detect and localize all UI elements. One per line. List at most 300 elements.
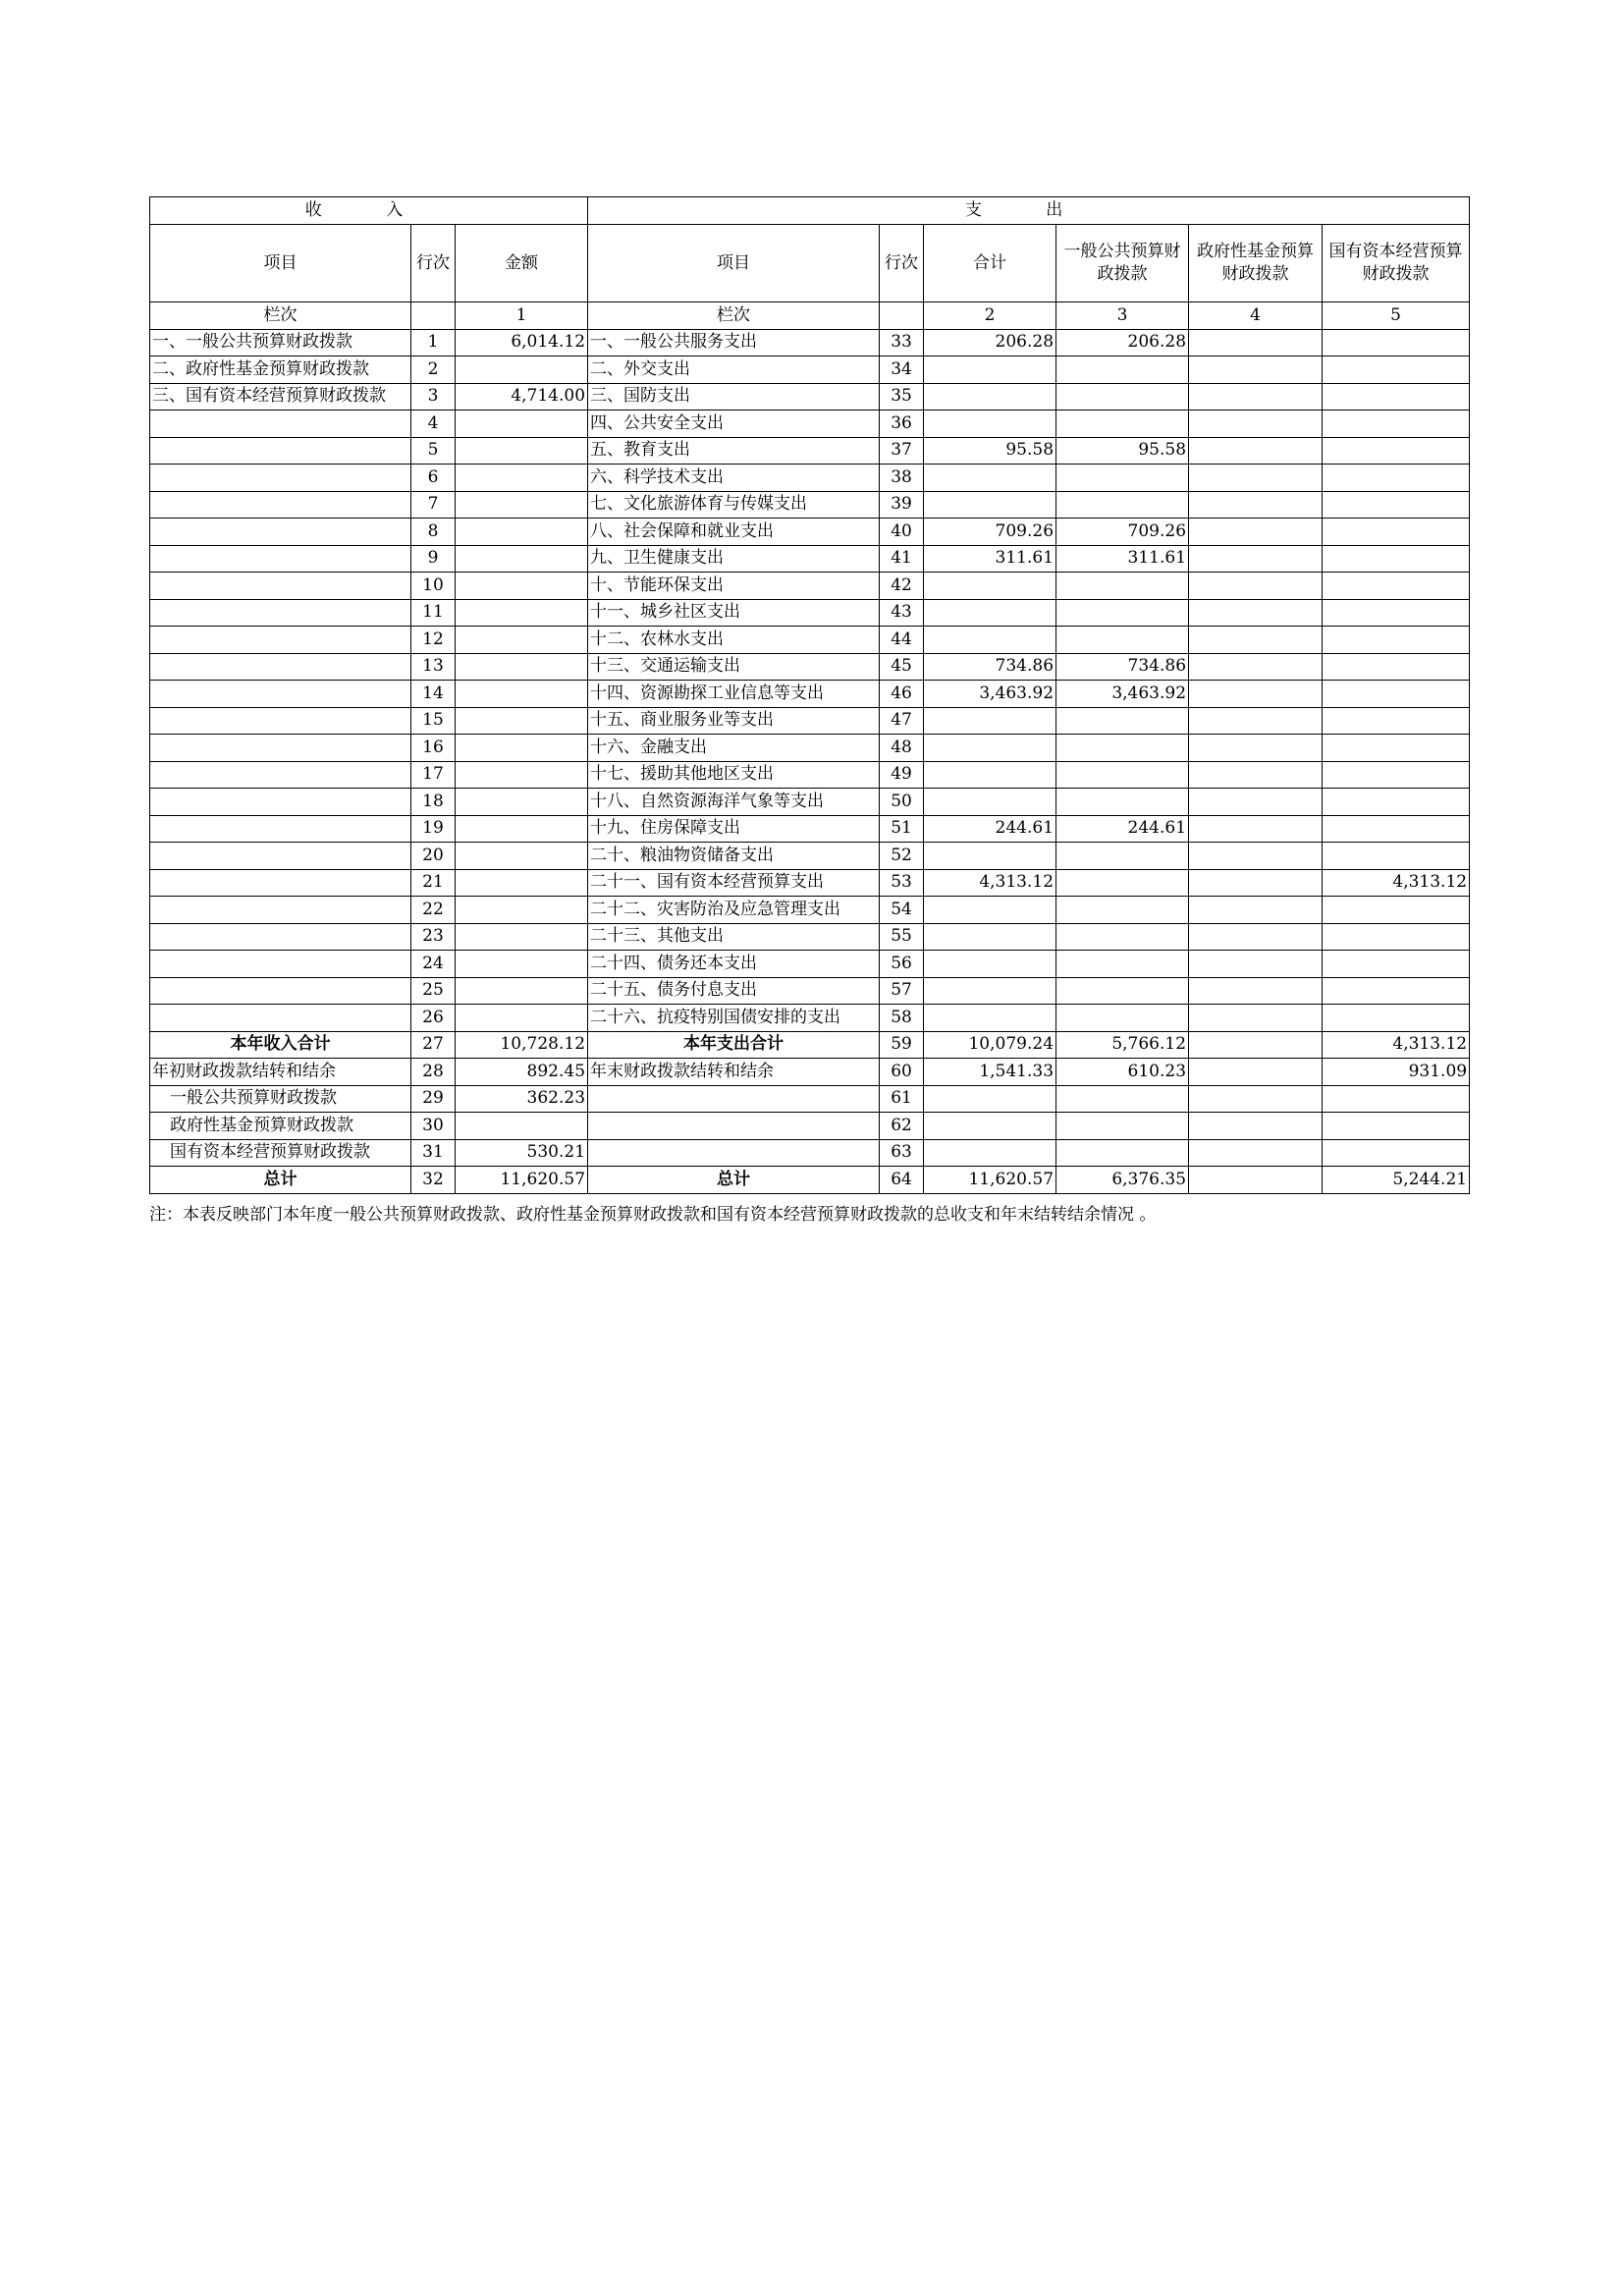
state-capital-cell: 4,313.12 (1323, 869, 1470, 897)
income-row-no-cell: 5 (411, 437, 456, 465)
income-amount-cell (456, 761, 588, 789)
column-index-3: 3 (1056, 302, 1189, 330)
expense-total-cell: 734.86 (924, 653, 1056, 681)
income-row-no-cell: 7 (411, 491, 456, 519)
income-item-cell (150, 815, 411, 843)
expense-total-cell (924, 1005, 1056, 1032)
table-row (150, 951, 1470, 978)
income-amount-cell (456, 815, 588, 843)
expense-item-cell: 十四、资源勘探工业信息等支出 (588, 681, 880, 708)
general-budget-cell (1056, 627, 1189, 654)
expense-total-cell (924, 465, 1056, 492)
income-item-cell (150, 437, 411, 465)
income-row-no-cell: 24 (411, 951, 456, 978)
income-item-cell: 政府性基金预算财政拨款 (150, 1113, 411, 1140)
fund-budget-cell (1189, 1167, 1323, 1194)
expense-item-header: 项目 (588, 225, 880, 302)
income-item-cell (150, 410, 411, 438)
fund-budget-cell (1189, 383, 1323, 410)
income-row-no-cell: 26 (411, 1005, 456, 1032)
general-budget-cell (1056, 410, 1189, 438)
expense-item-cell: 十五、商业服务业等支出 (588, 707, 880, 735)
table-row (150, 681, 1470, 708)
state-capital-cell (1323, 383, 1470, 410)
income-row-no-cell: 6 (411, 465, 456, 492)
general-budget-cell: 5,766.12 (1056, 1031, 1189, 1059)
income-item-cell: 总计 (150, 1167, 411, 1194)
expense-item-cell: 年末财政拨款结转和结余 (588, 1059, 880, 1086)
state-capital-cell: 4,313.12 (1323, 1031, 1470, 1059)
income-item-cell (150, 627, 411, 654)
state-capital-cell (1323, 491, 1470, 519)
income-amount-cell (456, 519, 588, 546)
fund-budget-cell (1189, 1005, 1323, 1032)
expense-lanci-label: 栏次 (588, 302, 880, 330)
state-capital-cell (1323, 1139, 1470, 1167)
general-budget-cell (1056, 761, 1189, 789)
income-amount-cell: 4,714.00 (456, 383, 588, 410)
table-row (150, 761, 1470, 789)
income-amount-cell: 10,728.12 (456, 1031, 588, 1059)
state-capital-cell (1323, 761, 1470, 789)
column-header-row (150, 225, 1470, 302)
general-budget-cell: 311.61 (1056, 545, 1189, 573)
expense-item-cell: 十二、农林水支出 (588, 627, 880, 654)
income-row-no-cell: 3 (411, 383, 456, 410)
expense-total-cell (924, 977, 1056, 1005)
expense-total-cell (924, 1113, 1056, 1140)
state-capital-cell (1323, 843, 1470, 870)
general-budget-cell: 610.23 (1056, 1059, 1189, 1086)
expense-row-no-cell: 51 (880, 815, 924, 843)
expense-row-no-cell: 55 (880, 923, 924, 951)
expense-item-cell: 二十五、债务付息支出 (588, 977, 880, 1005)
expense-row-no-cell: 45 (880, 653, 924, 681)
expense-row-no-cell: 42 (880, 573, 924, 600)
fund-budget-header: 政府性基金预算财政拨款 (1189, 225, 1323, 302)
table-row (150, 627, 1470, 654)
table-row (150, 491, 1470, 519)
table-row (150, 869, 1470, 897)
expense-row-no-cell: 50 (880, 789, 924, 816)
income-row-no-cell: 20 (411, 843, 456, 870)
fund-budget-cell (1189, 977, 1323, 1005)
expense-total-cell (924, 573, 1056, 600)
state-capital-cell (1323, 329, 1470, 356)
state-capital-cell (1323, 410, 1470, 438)
expense-row-no-cell: 54 (880, 897, 924, 924)
expense-row-no-cell: 60 (880, 1059, 924, 1086)
income-amount-cell (456, 437, 588, 465)
state-capital-cell (1323, 735, 1470, 762)
empty-cell (880, 302, 924, 330)
expense-total-cell: 1,541.33 (924, 1059, 1056, 1086)
expense-total-header: 合计 (924, 225, 1056, 302)
table-row (150, 383, 1470, 410)
fund-budget-cell (1189, 897, 1323, 924)
general-budget-cell: 6,376.35 (1056, 1167, 1189, 1194)
income-item-cell: 二、政府性基金预算财政拨款 (150, 356, 411, 384)
state-capital-cell (1323, 923, 1470, 951)
general-budget-cell (1056, 869, 1189, 897)
expense-row-no-cell: 37 (880, 437, 924, 465)
expense-row-no-cell: 47 (880, 707, 924, 735)
state-capital-cell (1323, 951, 1470, 978)
table-row (150, 923, 1470, 951)
general-budget-cell (1056, 897, 1189, 924)
expense-row-no-cell: 61 (880, 1085, 924, 1113)
expense-total-cell (924, 789, 1056, 816)
expense-total-cell (924, 410, 1056, 438)
income-row-no-header: 行次 (411, 225, 456, 302)
income-amount-cell (456, 789, 588, 816)
income-row-no-cell: 30 (411, 1113, 456, 1140)
table-row (150, 1139, 1470, 1167)
expense-item-cell: 五、教育支出 (588, 437, 880, 465)
expense-item-cell: 一、一般公共服务支出 (588, 329, 880, 356)
fund-budget-cell (1189, 627, 1323, 654)
financial-appropriation-table-sheet (149, 196, 1469, 1225)
table-row (150, 1085, 1470, 1113)
expense-total-cell (924, 491, 1056, 519)
expense-row-no-cell: 59 (880, 1031, 924, 1059)
table-row (150, 789, 1470, 816)
income-row-no-cell: 31 (411, 1139, 456, 1167)
expense-total-cell (924, 761, 1056, 789)
column-index-row (150, 302, 1470, 330)
income-amount-cell (456, 869, 588, 897)
fund-budget-cell (1189, 1113, 1323, 1140)
income-amount-cell (456, 681, 588, 708)
expense-item-cell: 本年支出合计 (588, 1031, 880, 1059)
income-row-no-cell: 13 (411, 653, 456, 681)
income-row-no-cell: 11 (411, 599, 456, 627)
income-item-cell (150, 843, 411, 870)
income-row-no-cell: 4 (411, 410, 456, 438)
general-budget-cell (1056, 1085, 1189, 1113)
state-capital-cell: 931.09 (1323, 1059, 1470, 1086)
expense-item-cell: 十六、金融支出 (588, 735, 880, 762)
income-amount-cell (456, 545, 588, 573)
fund-budget-cell (1189, 410, 1323, 438)
fund-budget-cell (1189, 707, 1323, 735)
table-row (150, 519, 1470, 546)
general-budget-cell (1056, 1005, 1189, 1032)
table-row (150, 1167, 1470, 1194)
state-capital-cell (1323, 1113, 1470, 1140)
general-budget-cell (1056, 383, 1189, 410)
state-capital-cell: 5,244.21 (1323, 1167, 1470, 1194)
expense-item-cell: 总计 (588, 1167, 880, 1194)
income-section-title: 收 入 (150, 197, 588, 225)
income-row-no-cell: 14 (411, 681, 456, 708)
expense-item-cell: 十九、住房保障支出 (588, 815, 880, 843)
general-budget-cell: 734.86 (1056, 653, 1189, 681)
income-row-no-cell: 23 (411, 923, 456, 951)
fund-budget-cell (1189, 735, 1323, 762)
state-capital-cell (1323, 599, 1470, 627)
income-amount-cell (456, 465, 588, 492)
general-budget-cell (1056, 843, 1189, 870)
fund-budget-cell (1189, 843, 1323, 870)
state-capital-cell (1323, 681, 1470, 708)
income-amount-cell (456, 653, 588, 681)
table-footnote: 注：本表反映部门本年度一般公共预算财政拨款、政府性基金预算财政拨款和国有资本经营预算财政拨款的总收支和年末结转结余情况 。 (149, 1204, 1157, 1225)
table-row (150, 465, 1470, 492)
income-item-cell (150, 707, 411, 735)
table-row (150, 815, 1470, 843)
expense-row-no-cell: 40 (880, 519, 924, 546)
expense-total-cell: 311.61 (924, 545, 1056, 573)
income-item-cell (150, 653, 411, 681)
expense-total-cell: 244.61 (924, 815, 1056, 843)
income-row-no-cell: 18 (411, 789, 456, 816)
income-item-cell (150, 789, 411, 816)
general-budget-cell (1056, 1139, 1189, 1167)
income-amount-cell (456, 627, 588, 654)
income-row-no-cell: 25 (411, 977, 456, 1005)
income-amount-cell: 6,014.12 (456, 329, 588, 356)
income-row-no-cell: 19 (411, 815, 456, 843)
general-budget-cell: 95.58 (1056, 437, 1189, 465)
fund-budget-cell (1189, 491, 1323, 519)
income-amount-header: 金额 (456, 225, 588, 302)
expense-row-no-cell: 64 (880, 1167, 924, 1194)
fund-budget-cell (1189, 545, 1323, 573)
expense-item-cell: 二十四、债务还本支出 (588, 951, 880, 978)
expense-row-no-cell: 43 (880, 599, 924, 627)
general-budget-cell (1056, 977, 1189, 1005)
fund-budget-cell (1189, 329, 1323, 356)
income-item-cell (150, 923, 411, 951)
expense-item-cell: 七、文化旅游体育与传媒支出 (588, 491, 880, 519)
expense-total-cell (924, 599, 1056, 627)
expense-total-cell (924, 843, 1056, 870)
expense-row-no-cell: 35 (880, 383, 924, 410)
expense-total-cell: 95.58 (924, 437, 1056, 465)
income-amount-cell: 530.21 (456, 1139, 588, 1167)
general-budget-cell (1056, 573, 1189, 600)
table-row (150, 573, 1470, 600)
fund-budget-cell (1189, 1139, 1323, 1167)
expense-total-cell (924, 356, 1056, 384)
general-budget-header: 一般公共预算财政拨款 (1056, 225, 1189, 302)
expense-row-no-cell: 53 (880, 869, 924, 897)
fund-budget-cell (1189, 599, 1323, 627)
expense-row-no-cell: 41 (880, 545, 924, 573)
income-row-no-cell: 2 (411, 356, 456, 384)
expense-item-cell: 三、国防支出 (588, 383, 880, 410)
expense-item-cell: 二十一、国有资本经营预算支出 (588, 869, 880, 897)
income-item-cell (150, 465, 411, 492)
general-budget-cell (1056, 789, 1189, 816)
general-budget-cell (1056, 707, 1189, 735)
expense-item-cell: 二十、粮油物资储备支出 (588, 843, 880, 870)
fund-budget-cell (1189, 815, 1323, 843)
expense-total-cell (924, 897, 1056, 924)
state-capital-cell (1323, 437, 1470, 465)
income-item-cell (150, 977, 411, 1005)
income-amount-cell (456, 491, 588, 519)
income-amount-cell: 11,620.57 (456, 1167, 588, 1194)
state-capital-header: 国有资本经营预算财政拨款 (1323, 225, 1470, 302)
income-amount-cell (456, 843, 588, 870)
state-capital-cell (1323, 897, 1470, 924)
general-budget-cell (1056, 951, 1189, 978)
expense-total-cell: 206.28 (924, 329, 1056, 356)
income-row-no-cell: 9 (411, 545, 456, 573)
income-item-cell (150, 681, 411, 708)
income-item-header: 项目 (150, 225, 411, 302)
state-capital-cell (1323, 465, 1470, 492)
income-row-no-cell: 22 (411, 897, 456, 924)
general-budget-cell (1056, 923, 1189, 951)
income-item-cell: 三、国有资本经营预算财政拨款 (150, 383, 411, 410)
expense-item-cell: 十七、援助其他地区支出 (588, 761, 880, 789)
expense-total-cell: 709.26 (924, 519, 1056, 546)
expense-item-cell: 四、公共安全支出 (588, 410, 880, 438)
table-row (150, 1031, 1470, 1059)
income-item-cell: 一般公共预算财政拨款 (150, 1085, 411, 1113)
column-index-2: 2 (924, 302, 1056, 330)
expense-total-cell (924, 383, 1056, 410)
expense-row-no-cell: 48 (880, 735, 924, 762)
fund-budget-cell (1189, 356, 1323, 384)
expense-row-no-cell: 49 (880, 761, 924, 789)
income-item-cell: 一、一般公共预算财政拨款 (150, 329, 411, 356)
income-amount-cell (456, 897, 588, 924)
fund-budget-cell (1189, 789, 1323, 816)
general-budget-cell (1056, 599, 1189, 627)
table-row (150, 843, 1470, 870)
income-row-no-cell: 28 (411, 1059, 456, 1086)
expense-row-no-cell: 44 (880, 627, 924, 654)
expense-row-no-cell: 39 (880, 491, 924, 519)
income-item-cell (150, 599, 411, 627)
table-row (150, 545, 1470, 573)
fund-budget-cell (1189, 681, 1323, 708)
expense-item-cell (588, 1113, 880, 1140)
expense-row-no-cell: 38 (880, 465, 924, 492)
income-item-cell (150, 573, 411, 600)
income-amount-cell (456, 951, 588, 978)
expense-item-cell: 十一、城乡社区支出 (588, 599, 880, 627)
state-capital-cell (1323, 815, 1470, 843)
expense-row-no-cell: 36 (880, 410, 924, 438)
expense-row-no-cell: 46 (880, 681, 924, 708)
fund-budget-cell (1189, 1031, 1323, 1059)
state-capital-cell (1323, 356, 1470, 384)
expense-item-cell: 九、卫生健康支出 (588, 545, 880, 573)
expense-total-cell (924, 1139, 1056, 1167)
table-row (150, 1005, 1470, 1032)
income-item-cell (150, 761, 411, 789)
fund-budget-cell (1189, 923, 1323, 951)
income-amount-cell: 362.23 (456, 1085, 588, 1113)
fund-budget-cell (1189, 761, 1323, 789)
expense-item-cell: 十三、交通运输支出 (588, 653, 880, 681)
state-capital-cell (1323, 707, 1470, 735)
column-index-1: 1 (456, 302, 588, 330)
income-amount-cell (456, 735, 588, 762)
general-budget-cell: 206.28 (1056, 329, 1189, 356)
table-row (150, 653, 1470, 681)
expense-row-no-cell: 33 (880, 329, 924, 356)
income-amount-cell (456, 356, 588, 384)
income-item-cell (150, 897, 411, 924)
expense-total-cell (924, 707, 1056, 735)
expense-total-cell (924, 923, 1056, 951)
expense-total-cell: 11,620.57 (924, 1167, 1056, 1194)
income-lanci-label: 栏次 (150, 302, 411, 330)
expense-item-cell: 二、外交支出 (588, 356, 880, 384)
expense-item-cell: 二十三、其他支出 (588, 923, 880, 951)
state-capital-cell (1323, 519, 1470, 546)
fund-budget-cell (1189, 519, 1323, 546)
expense-item-cell: 六、科学技术支出 (588, 465, 880, 492)
income-item-cell (150, 519, 411, 546)
income-amount-cell (456, 1113, 588, 1140)
expense-item-cell (588, 1085, 880, 1113)
income-item-cell (150, 869, 411, 897)
income-item-cell (150, 545, 411, 573)
table-row (150, 735, 1470, 762)
column-index-5: 5 (1323, 302, 1470, 330)
state-capital-cell (1323, 545, 1470, 573)
column-index-4: 4 (1189, 302, 1323, 330)
fund-budget-cell (1189, 573, 1323, 600)
expense-item-cell (588, 1139, 880, 1167)
income-item-cell (150, 1005, 411, 1032)
expense-row-no-cell: 62 (880, 1113, 924, 1140)
expense-row-no-cell: 34 (880, 356, 924, 384)
income-item-cell (150, 491, 411, 519)
income-row-no-cell: 12 (411, 627, 456, 654)
income-amount-cell (456, 707, 588, 735)
table-row (150, 1059, 1470, 1086)
income-item-cell (150, 951, 411, 978)
income-amount-cell (456, 573, 588, 600)
income-row-no-cell: 21 (411, 869, 456, 897)
general-budget-cell: 709.26 (1056, 519, 1189, 546)
expense-total-cell (924, 735, 1056, 762)
income-row-no-cell: 10 (411, 573, 456, 600)
state-capital-cell (1323, 573, 1470, 600)
table-row (150, 410, 1470, 438)
expense-total-cell: 10,079.24 (924, 1031, 1056, 1059)
expense-section-title: 支 出 (588, 197, 1470, 225)
empty-cell (411, 302, 456, 330)
income-row-no-cell: 16 (411, 735, 456, 762)
expense-row-no-cell: 57 (880, 977, 924, 1005)
fund-budget-cell (1189, 869, 1323, 897)
table-row (150, 977, 1470, 1005)
income-row-no-cell: 32 (411, 1167, 456, 1194)
table-row (150, 329, 1470, 356)
general-budget-cell (1056, 465, 1189, 492)
expense-item-cell: 十、节能环保支出 (588, 573, 880, 600)
table-row (150, 1113, 1470, 1140)
income-item-cell: 年初财政拨款结转和结余 (150, 1059, 411, 1086)
expense-row-no-cell: 56 (880, 951, 924, 978)
state-capital-cell (1323, 1085, 1470, 1113)
income-row-no-cell: 29 (411, 1085, 456, 1113)
income-item-cell: 本年收入合计 (150, 1031, 411, 1059)
income-expense-table (149, 196, 1470, 1194)
expense-row-no-header: 行次 (880, 225, 924, 302)
expense-total-cell (924, 1085, 1056, 1113)
expense-row-no-cell: 63 (880, 1139, 924, 1167)
